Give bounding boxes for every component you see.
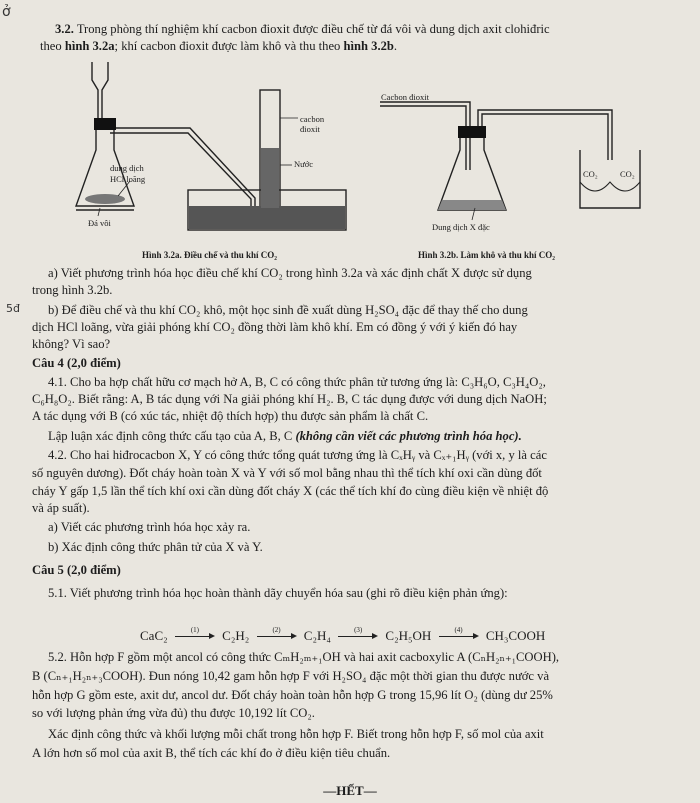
chain-arrow-2: (2) [257, 630, 297, 640]
chain-compound-4: C₂H₅OH [385, 628, 432, 643]
q4-2-line4: và áp suất). [32, 501, 90, 515]
label-stone: Đá vôi [88, 218, 111, 228]
figure-3-2a-apparatus [70, 58, 360, 248]
q3-2-a-line2: trong hình 3.2b. [32, 283, 113, 297]
reaction-chain [140, 628, 545, 644]
label-acid2: HCl loãng [110, 174, 146, 184]
label-gas-a: cacbon [300, 114, 325, 124]
caption-3-2b: Hình 3.2b. Làm khô và thu khí CO₂ [418, 250, 555, 260]
chain-compound-5: CH₃COOH [485, 628, 546, 643]
label-gas-in: Cacbon đioxit [381, 92, 429, 102]
label-co2-1: CO₂ [583, 169, 598, 179]
q5-2-line1: 5.2. Hỗn hợp F gồm một ancol có công thức CₘH₂ₘ₊₁OH và hai axit cacboxylic A (CₙH₂ₙ₊₁COOH), [48, 650, 560, 664]
q4-1-line4: Lập luận xác định công thức cấu tạo của A, B, C (không cần viết các phương trình hóa học). [48, 429, 522, 443]
chain-arrow-4: (4) [439, 630, 479, 640]
q4-2-line2: số nguyên dương). Đốt cháy hoàn toàn X và Y với số mol bằng nhau thì thể tích khí oxi cần dùng đốt [32, 466, 542, 480]
figure-3-2b-apparatus [380, 90, 680, 240]
q5-2-line5: Xác định công thức và khối lượng mỗi chất trong hỗn hợp F. Biết trong hỗn hợp F, số mol của axit [48, 727, 544, 741]
label-acid: dung dịch [110, 163, 144, 173]
q3-2-line1: 3.2. Trong phòng thí nghiệm khí cacbon đioxit được điều chế từ đá vôi và dung dịch axit clohiđric [55, 22, 550, 36]
heading-cau-4: Câu 4 (2,0 điểm) [32, 356, 121, 370]
q5-2-line3: hỗn hợp G gồm este, axit dư, ancol dư. Đốt cháy hoàn toàn hỗn hợp G trong 15,96 lít O₂ (dùng dư 25% [32, 688, 553, 702]
chain-compound-2: C₂H₂ [222, 628, 250, 643]
q5-2-line4: so với lượng phản ứng vừa đủ) thu được 10,192 lít CO₂. [32, 706, 315, 720]
chain-compound-3: C₂H₄ [303, 628, 331, 643]
chain-arrow-3: (3) [338, 630, 378, 640]
margin-mark-top: ở [2, 4, 11, 20]
label-gas-a2: đioxit [300, 124, 320, 134]
label-water: Nước [294, 159, 314, 169]
q4-2-line1: 4.2. Cho hai hiđrocacbon X, Y có công thức tổng quát tương ứng là CₓHᵧ và Cₓ₊₁Hᵧ (với x, y là các [48, 448, 547, 462]
q5-1-line: 5.1. Viết phương trình hóa học hoàn thành dãy chuyển hóa sau (ghi rõ điều kiện phản ứng): [48, 586, 508, 600]
q3-2-a-line1: a) Viết phương trình hóa học điều chế khí CO₂ trong hình 3.2a và xác định chất X được sử dụng [48, 266, 532, 280]
end-marker: —HẾT— [323, 783, 377, 798]
heading-cau-5: Câu 5 (2,0 điểm) [32, 563, 121, 577]
label-liquid: Dung dịch X đặc [432, 222, 490, 232]
q4-2-a: a) Viết các phương trình hóa học xảy ra. [48, 520, 251, 534]
caption-3-2a: Hình 3.2a. Điều chế và thu khí CO₂ [142, 250, 277, 260]
q4-1-line2: C₆H₈O₂. Biết rằng: A, B tác dụng với Na giải phóng khí H₂. B, C tác dụng được với dung dịch NaOH; [32, 392, 547, 406]
q4-1-line3: A tác dụng với B (có xúc tác, nhiệt độ thích hợp) thu được sản phẩm là chất C. [32, 409, 429, 423]
margin-mark-side: 5đ [6, 302, 20, 315]
q3-2-b-line1: b) Để điều chế và thu khí CO₂ khô, một học sinh đề xuất dùng H₂SO₄ đặc để thay thế cho dung [48, 303, 528, 317]
q3-2-line2: theo hình 3.2a; khí cacbon đioxit được làm khô và thu theo hình 3.2b. [40, 39, 398, 53]
q3-2-b-line2: dịch HCl loãng, vừa giải phóng khí CO₂ đồng thời làm khô khí. Em có đồng ý với ý kiến đó hay [32, 320, 518, 334]
q4-1-line1: 4.1. Cho ba hợp chất hữu cơ mạch hở A, B, C có công thức phân tử tương ứng là: C₃H₆O, C₃H₄O₂, [48, 375, 546, 389]
q5-2-line6: A lớn hơn số mol của axit B, thể tích các khí đo ở điều kiện tiêu chuẩn. [32, 746, 391, 760]
q5-2-line2: B (Cₙ₊₁H₂ₙ₊₃COOH). Đun nóng 10,42 gam hỗn hợp F với H₂SO₄ đặc một thời gian thu được nước và [32, 669, 550, 683]
chain-arrow-1: (1) [175, 630, 215, 640]
q4-2-b: b) Xác định công thức phân tử của X và Y. [48, 540, 263, 554]
q3-2-b-line3: không? Vì sao? [32, 337, 111, 351]
chain-compound-1: CaC₂ [140, 628, 168, 643]
q4-2-line3: cháy Y gấp 1,5 lần thể tích khí oxi cần dùng đốt cháy X (các thể tích khí đo cùng điều kiện về nhiệt độ [32, 484, 549, 498]
label-co2-2: CO₂ [620, 169, 635, 179]
